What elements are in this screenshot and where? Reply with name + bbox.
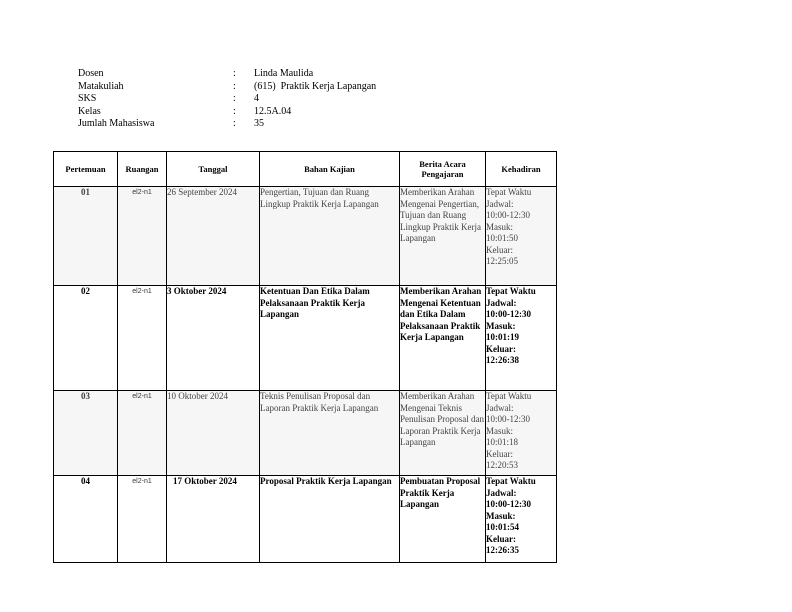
colon: : [233, 80, 236, 92]
dosen-value: Linda Maulida [254, 68, 314, 79]
status-text: Tepat Waktu [486, 286, 536, 296]
masuk-label: Masuk: [486, 320, 516, 331]
status-text: Tepat Waktu [486, 391, 532, 401]
colon: : [233, 118, 236, 129]
header-bahan-kajian: Bahan Kajian [260, 152, 400, 187]
cell-tanggal: 26 September 2024 [167, 187, 260, 286]
cell-berita-acara: Memberikan Arahan Mengenai Ketentuan dan Etika Dalam Pelaksanaan Praktik Kerja Lapangan [400, 286, 486, 391]
cell-pertemuan: 04 [54, 476, 118, 563]
jadwal-label: Jadwal: [486, 198, 514, 209]
cell-kehadiran [486, 391, 557, 476]
keluar-value: 12:26:35 [486, 545, 519, 555]
sks-label: SKS [78, 93, 97, 104]
cell-kehadiran [486, 286, 557, 391]
jadwal-label: Jadwal: [486, 487, 517, 498]
cell-ruangan: el2-n1 [118, 476, 167, 563]
cell-pertemuan: 03 [54, 391, 118, 476]
info-row-dosen [78, 68, 376, 81]
attendance-table [53, 151, 557, 563]
info-row-kelas [78, 106, 376, 119]
header-pertemuan: Pertemuan [54, 152, 118, 187]
table-row [54, 286, 557, 391]
jadwal-value: 10:00-12:30 [486, 210, 530, 220]
cell-berita-acara: Memberikan Arahan Mengenai Teknis Penulisan Proposal dan Laporan Praktik Kerja Lapangan [400, 391, 486, 476]
cell-ruangan: el2-n1 [118, 286, 167, 391]
kelas-label: Kelas [78, 105, 101, 117]
header-ruangan: Ruangan [118, 152, 167, 187]
masuk-value: 10:01:18 [486, 437, 519, 447]
cell-bahan-kajian: Pengertian, Tujuan dan Ruang Lingkup Praktik Kerja Lapangan [260, 187, 400, 286]
masuk-value: 10:01:50 [486, 233, 519, 243]
masuk-label: Masuk: [486, 510, 516, 521]
table-row [54, 187, 557, 286]
jadwal-value: 10:00-12:30 [486, 414, 530, 424]
table-row [54, 476, 557, 563]
cell-bahan-kajian: Proposal Praktik Kerja Lapangan [260, 476, 400, 563]
keluar-label: Keluar: [486, 343, 516, 354]
cell-kehadiran [486, 476, 557, 563]
table-row [54, 391, 557, 476]
cell-pertemuan: 01 [54, 187, 118, 286]
keluar-value: 12:20:53 [486, 460, 519, 470]
kelas-value: 12.5A.04 [254, 105, 292, 117]
keluar-label: Keluar: [486, 448, 513, 459]
status-text: Tepat Waktu [486, 187, 532, 197]
jumlah-value: 35 [254, 118, 264, 129]
colon: : [233, 68, 236, 79]
keluar-label: Keluar: [486, 533, 516, 544]
jadwal-value: 10:00-12:30 [486, 499, 531, 509]
cell-tanggal: 17 Oktober 2024 [167, 476, 260, 563]
jadwal-label: Jadwal: [486, 402, 514, 413]
info-row-matakuliah [78, 81, 376, 94]
cell-pertemuan: 02 [54, 286, 118, 391]
cell-bahan-kajian: Ketentuan Dan Etika Dalam Pelaksanaan Praktik Kerja Lapangan [260, 286, 400, 391]
cell-berita-acara: Pembuatan Proposal Praktik Kerja Lapangan [400, 476, 486, 563]
masuk-value: 10:01:54 [486, 522, 519, 532]
cell-tanggal: 10 Oktober 2024 [167, 391, 260, 476]
dosen-label: Dosen [78, 68, 104, 79]
sks-value: 4 [254, 93, 259, 104]
keluar-label: Keluar: [486, 244, 513, 255]
colon: : [233, 105, 236, 117]
jadwal-value: 10:00-12:30 [486, 309, 531, 319]
header-tanggal: Tanggal [167, 152, 260, 187]
cell-bahan-kajian: Teknis Penulisan Proposal dan Laporan Praktik Kerja Lapangan [260, 391, 400, 476]
info-row-jumlah [78, 118, 376, 131]
matakuliah-label: Matakuliah [78, 80, 124, 92]
cell-ruangan: el2-n1 [118, 187, 167, 286]
jumlah-label: Jumlah Mahasiswa [78, 118, 155, 129]
cell-kehadiran [486, 187, 557, 286]
keluar-value: 12:26:38 [486, 355, 519, 365]
cell-tanggal: 3 Oktober 2024 [167, 286, 260, 391]
colon: : [233, 93, 236, 104]
masuk-value: 10:01:19 [486, 332, 519, 342]
masuk-label: Masuk: [486, 425, 513, 436]
course-info [78, 68, 376, 131]
table-header-row [54, 152, 557, 187]
header-kehadiran: Kehadiran [486, 152, 557, 187]
masuk-label: Masuk: [486, 221, 513, 232]
info-row-sks [78, 93, 376, 106]
jadwal-label: Jadwal: [486, 297, 517, 308]
status-text: Tepat Waktu [486, 476, 536, 486]
header-berita-acara: Berita Acara Pengajaran [400, 152, 486, 187]
cell-berita-acara: Memberikan Arahan Mengenai Pengertian, Tujuan dan Ruang Lingkup Praktik Kerja Lapangan [400, 187, 486, 286]
matakuliah-value: (615) Praktik Kerja Lapangan [254, 80, 377, 92]
cell-ruangan: el2-n1 [118, 391, 167, 476]
keluar-value: 12:25:05 [486, 256, 519, 266]
